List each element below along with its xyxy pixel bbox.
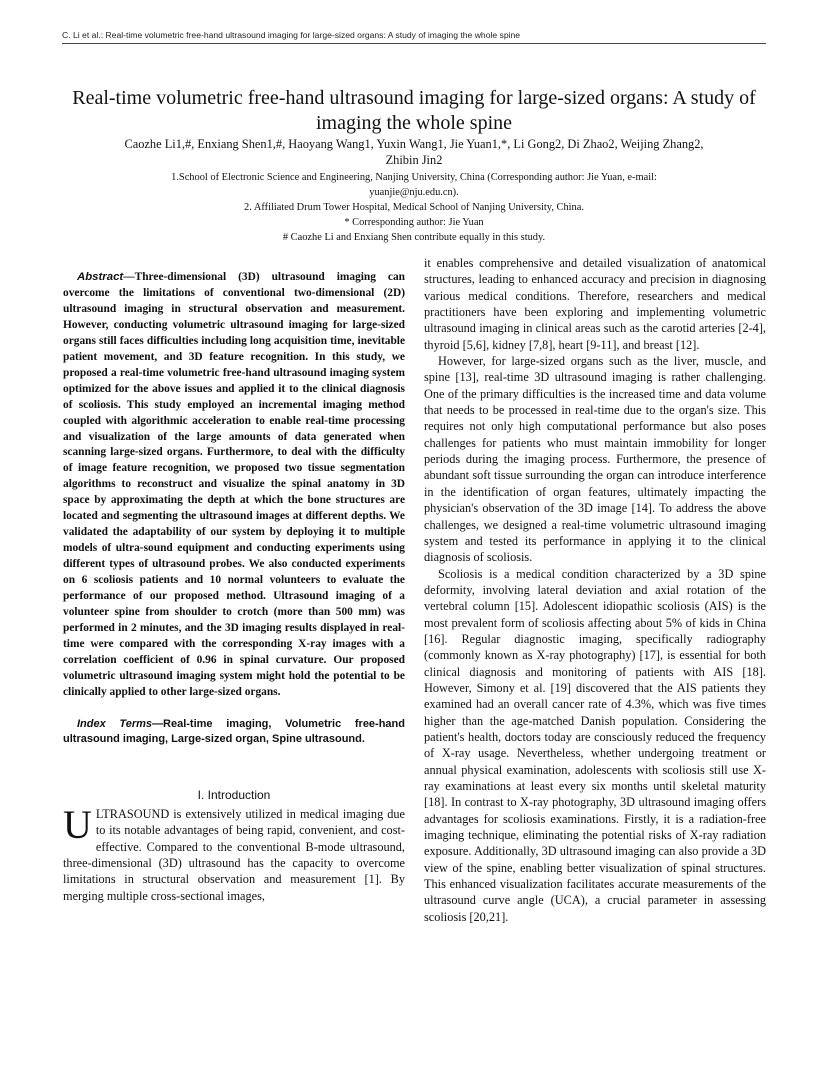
body-paragraph-3: Scoliosis is a medical condition characterized by a 3D spine deformity, involving lateral deviation and axial rotation of the vertebral column [15]. Adolescent idiopathic scoliosis (AIS) is the most prevalent form of scoliosis affecting about 5% of kids in China [16]. Regular diagnostic imaging, specifically radiography (commonly known as X-ray photography) [17], is essential for both clinical diagnosis and monitoring of patients with AIS [18]. However, Simony et al. [19] discovered that the AIS patients they examined had an overall cancer rate of 4.3%, which was five times higher than the age-matched Danish population. Considering the patient's health, doctors today are consciously reduced the frequency of X-ray usage. Nevertheless, whether undergoing treatment or annual physical examination, adolescents with scoliosis still use X-ray examinations at least every six months until skeletal maturity [18]. In contrast to X-ray photography, 3D ultrasound imaging offers advantages for scoliosis examinations. Firstly, it is a radiation-free imaging technique, eliminating the potential risks of X-ray radiation exposure. Additionally, 3D ultrasound imaging can also provide a 3D view of the spine, enabling better visualization of spinal structures. This enhanced visualization facilitates accurate measurements of the ultrasound curve angle (UCA), a crucial parameter in assessing scoliosis [20,21].: [424, 566, 766, 924]
drop-cap: U: [63, 801, 92, 847]
running-header-text: C. Li et al.: Real-time volumetric free-hand ultrasound imaging for large-sized organs: A study of imaging the whole spine: [62, 30, 521, 40]
abstract-label: Abstract: [77, 271, 124, 283]
intro-text: LTRASOUND is extensively utilized in medical imaging due to its notable advantages of being rapid, convenient, and cost-effective. Compared to the conventional B-mode ultrasound, three-dimensional (3D) ultrasound has the capacity to overcome limitations in structural observation and measurement [1]. By merging multiple cross-sectional images,: [63, 806, 405, 903]
equal-contribution-note: # Caozhe Li and Enxiang Shen contribute equally in this study.: [282, 232, 546, 243]
author-list: [62, 136, 766, 168]
section-heading-introduction: I. Introduction: [197, 787, 271, 802]
authors-line-2: Zhibin Jin2: [385, 153, 443, 167]
index-terms-label: Index Terms: [77, 717, 153, 730]
affiliation-line-2: yuanjie@nju.edu.cn).: [369, 187, 459, 198]
affiliation-line-1: 1.School of Electronic Science and Engineering, Nanjing University, China (Corresponding author: Jie Yuan, e-mail:: [171, 172, 657, 183]
left-column: [63, 270, 405, 904]
body-paragraph-2: However, for large-sized organs such as the liver, muscle, and spine [13], real-time 3D ultrasound imaging is rather challenging. One of the primary difficulties is the increased time and data volume that needs to be processed in real-time due to the organ's size. This requires not only high computational performance but also poses challenges for patients who must maintain immobility for longer periods during the imaging process. Furthermore, the presence of abundant soft tissue surrounding the organ can introduce interference in the identification of organ features, ultimately impacting the physician's observation of the 3D image [14]. To address the above challenges, we designed a real-time volumetric ultrasound imaging system and tested its performance in applying it to the clinical diagnosis of scoliosis.: [424, 354, 766, 565]
affiliations: [62, 170, 766, 245]
right-column: [424, 255, 766, 925]
corresponding-author-note: * Corresponding author: Jie Yuan: [344, 217, 484, 228]
authors-line-1: Caozhe Li1,#, Enxiang Shen1,#, Haoyang Wang1, Yuxin Wang1, Jie Yuan1,*, Li Gong2, Di Zhao2, Weijing Zhang2,: [124, 137, 704, 151]
abstract-text: —Three-dimensional (3D) ultrasound imaging can overcome the limitations of conventional two-dimensional (2D) ultrasound imaging in structural observation and measurement. However, conducting volumetric ultrasound imaging for large-sized organs still faces difficulties including long acquisition time, inevitable patient movement, and 3D feature recognition. In this study, we proposed a real-time volumetric free-hand ultrasound imaging system optimized for the above issues and applied it to the clinical diagnosis of scoliosis. This study employed an incremental imaging method coupled with algorithmic acceleration to enable real-time processing and visualization of the large amounts of data generated when scanning large-sized organs. Furthermore, to deal with the difficulty of image feature recognition, we proposed two tissue segmentation algorithms to reconstruct and visualize the spinal anatomy in 3D space by approximating the depth at which the bone structures are located and segmenting the ultrasound images at different depths. We validated the adaptability of our system by deploying it to multiple models of ultra-sound equipment and conducting experiments using different types of ultrasound probes. We also conducted experiments on 6 scoliosis patients and 10 normal volunteers to evaluate the performance of our proposed method. Ultrasound imaging of a volunteer spine from shoulder to crotch (more than 500 mm) was performed in 2 minutes, and the 3D imaging results displayed in real-time were compared with the corresponding X-ray images with a correlation coefficient of 0.96 in spinal curvature. Our proposed volumetric ultrasound imaging system might hold the potential to be clinically applied to other large-sized organs.: [63, 271, 405, 698]
abstract: [63, 270, 405, 701]
intro-paragraph: [63, 801, 405, 904]
index-terms-text: —Real-time imaging, Volumetric free-hand ultrasound imaging, Large-sized organ, Spine ultrasound.: [63, 717, 405, 745]
paper-title: Real-time volumetric free-hand ultrasound imaging for large-sized organs: A study of imaging the whole spine: [72, 87, 756, 134]
running-header: [62, 30, 766, 44]
index-terms: [63, 717, 405, 747]
affiliation-line-3: 2. Affiliated Drum Tower Hospital, Medical School of Nanjing University, China.: [244, 202, 584, 213]
body-paragraph-1: it enables comprehensive and detailed visualization of anatomical structures, leading to enhanced accuracy and precision in diagnosing various medical conditions. Therefore, researchers and medical practitioners have been exploring and implementing volumetric ultrasound imaging in clinical areas such as the carotid arteries [2-4], thyroid [5,6], kidney [7,8], heart [9-11], and breast [12].: [424, 256, 766, 352]
